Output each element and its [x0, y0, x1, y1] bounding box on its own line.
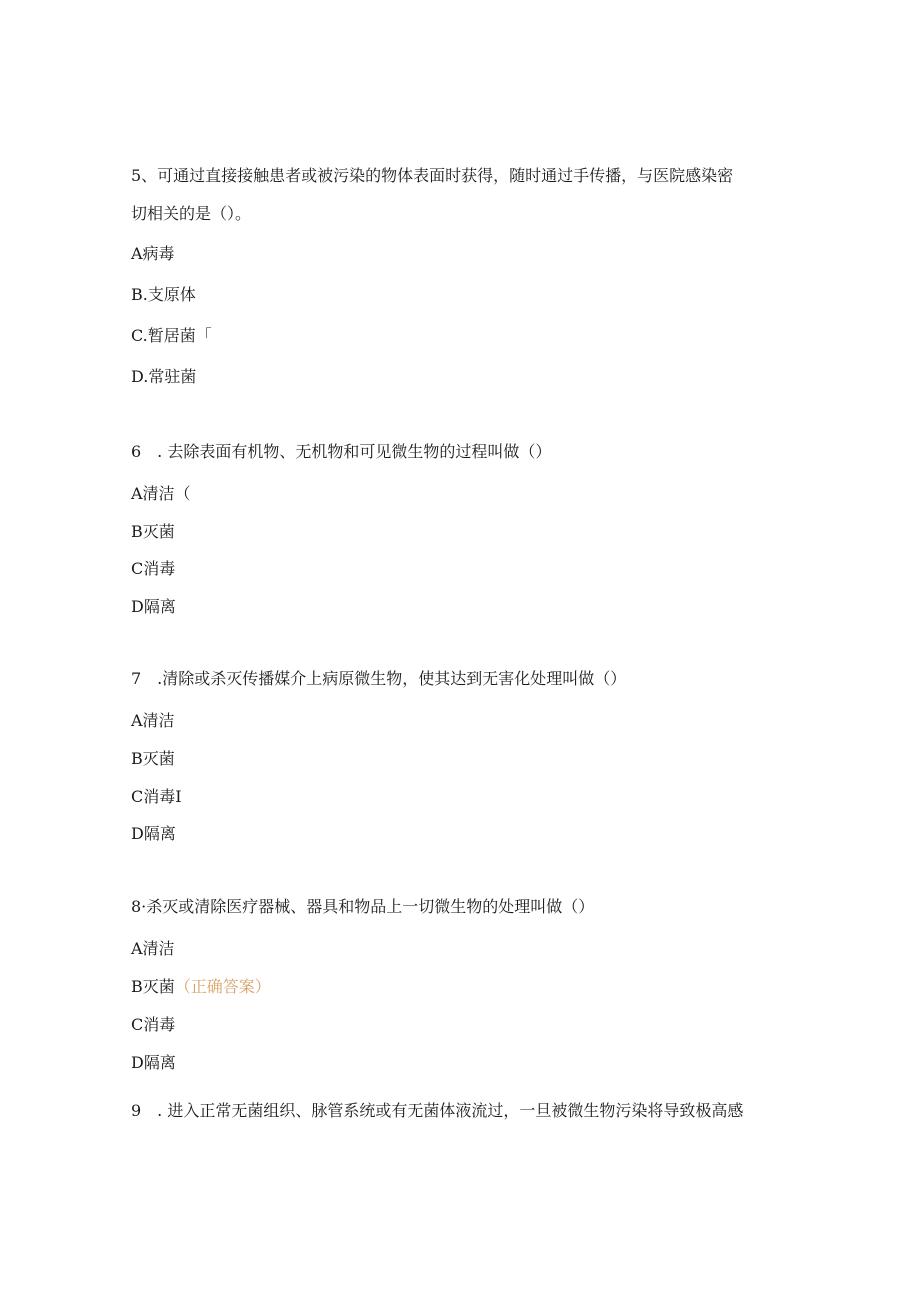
question-7-stem: 7 .清除或杀灭传播媒介上病原微生物，使其达到无害化处理叫做（）	[131, 669, 627, 688]
question-8-option-c: C消毒	[131, 1015, 176, 1034]
question-6-option-c: C消毒	[131, 559, 176, 578]
correct-answer-note: （正确答案）	[174, 977, 271, 996]
question-5-option-a: A病毒	[131, 244, 175, 263]
question-6-option-a: A清洁（	[131, 484, 191, 503]
question-8-option-b-label: B灭菌	[131, 977, 175, 996]
question-8-option-d: D隔离	[131, 1053, 176, 1072]
question-6-stem: 6 . 去除表面有机物、无机物和可见微生物的过程叫做（）	[131, 442, 552, 461]
question-5-stem-line-1: 5、可通过直接接触患者或被污染的物体表面时获得，随时通过手传播，与医院感染密	[131, 166, 734, 185]
question-8-option-a: A清洁	[131, 939, 175, 958]
question-7-option-a: A清洁	[131, 711, 175, 730]
question-6-option-b: B灭菌	[131, 522, 175, 541]
question-7-option-c: C消毒I	[131, 787, 182, 806]
question-6-option-d: D隔离	[131, 597, 176, 616]
question-5-option-b: B.支原体	[131, 285, 196, 304]
question-8-option-b	[131, 977, 271, 997]
question-7-option-b: B灭菌	[131, 749, 175, 768]
question-5-option-c: C.暂居菌「	[131, 326, 212, 345]
question-9-stem: 9 . 进入正常无菌组织、脉管系统或有无菌体液流过，一旦被微生物污染将导致极高感	[131, 1101, 744, 1120]
question-7-option-d: D隔离	[131, 824, 176, 843]
question-5-stem-line-2: 切相关的是（）。	[131, 204, 252, 223]
question-5-option-d: D.常驻菌	[131, 367, 197, 386]
question-8-stem: 8·杀灭或清除医疗器械、器具和物品上一切微生物的处理叫做（）	[131, 897, 595, 916]
